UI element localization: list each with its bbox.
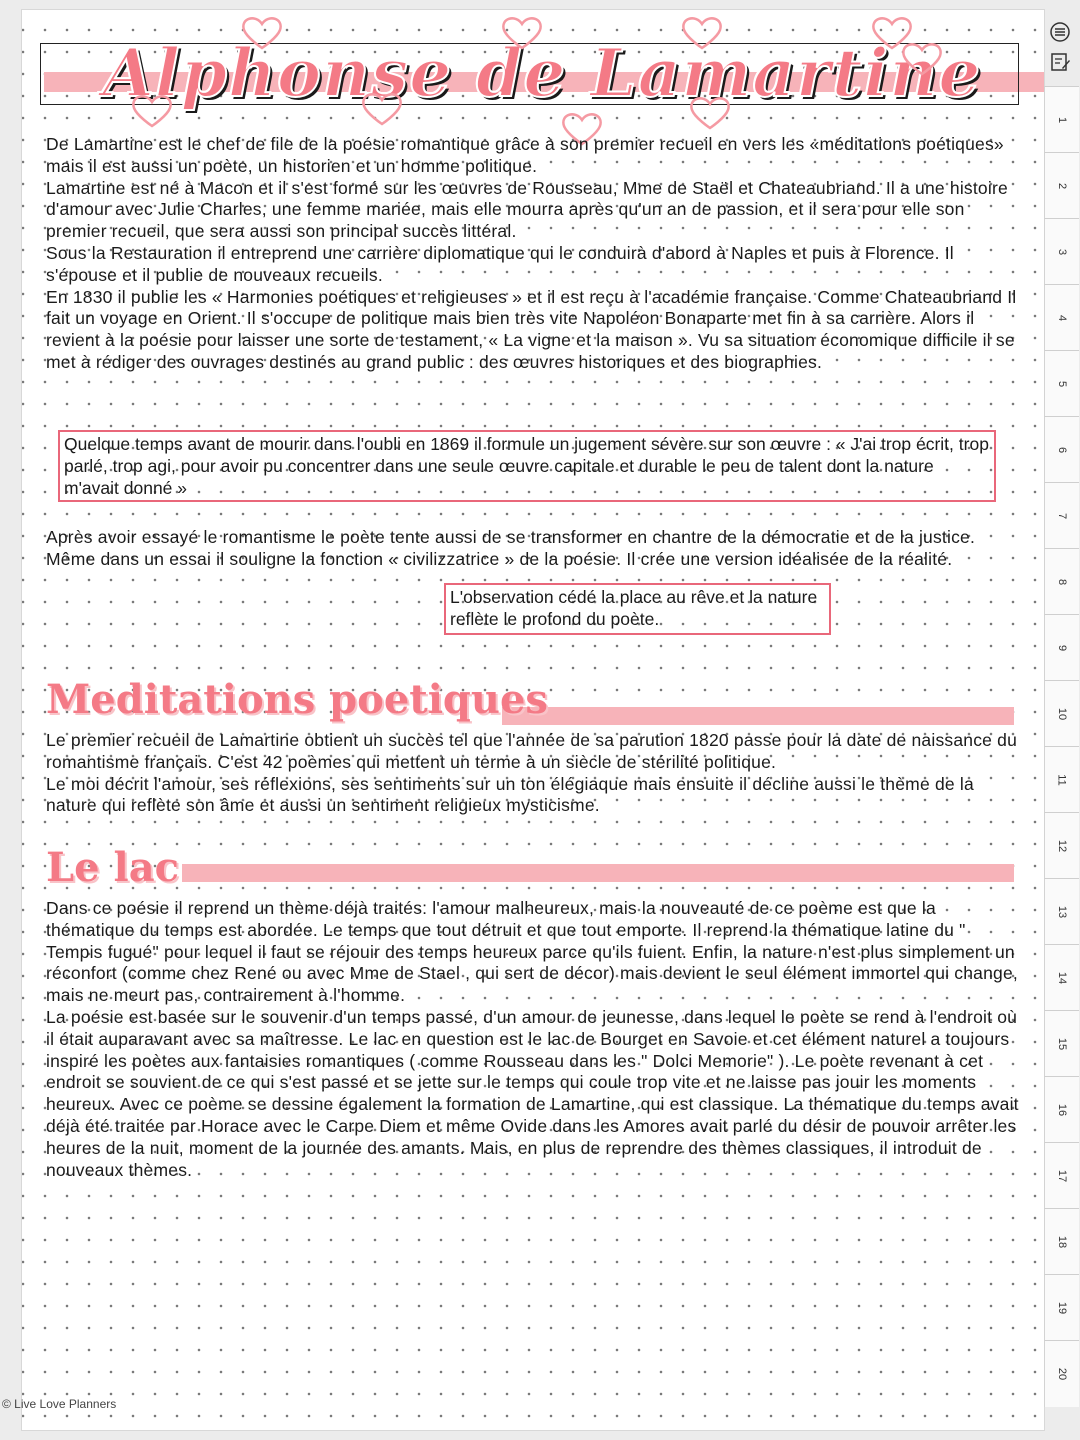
tab-9[interactable]: 9 bbox=[1044, 614, 1079, 681]
tab-7[interactable]: 7 bbox=[1044, 482, 1079, 549]
lac-text bbox=[46, 898, 1021, 1181]
tab-1[interactable]: 1 bbox=[1044, 86, 1079, 153]
meditations-paragraph: Le moi décrit l'amour, ses réflexions, ses sentiments sur un ton élégiaque mais ensuite il décline aussi le thème de la nature qui reflète son âme et aussi un sentiment religieux mysticisme. bbox=[46, 773, 974, 816]
tab-8[interactable]: 8 bbox=[1044, 548, 1079, 615]
tab-17[interactable]: 17 bbox=[1044, 1142, 1079, 1209]
page-tabs bbox=[1044, 10, 1080, 1430]
section-heading-lac: Le lac bbox=[46, 844, 179, 891]
tab-15[interactable]: 15 bbox=[1044, 1010, 1079, 1077]
tab-20[interactable]: 20 bbox=[1044, 1340, 1079, 1407]
tab-18[interactable]: 18 bbox=[1044, 1208, 1079, 1275]
meditations-paragraph: Le premier recueil de Lamartine obtient un succès tel que l'année de sa parution 1820 passe pour la date de naissance du romantisme français. C'est 42 poèmes qui mettent un terme à un siècle de stérilité politique. bbox=[46, 730, 1018, 772]
intro-paragraph: Sous la Restauration il entreprend une carrière diplomatique qui le conduirà d'abord à Naples et puis à Florence. Il s'épouse et il publie de nouveaux recueils. bbox=[46, 242, 954, 285]
meditations-text bbox=[46, 730, 1021, 817]
tab-16[interactable]: 16 bbox=[1044, 1076, 1079, 1143]
lac-paragraph: Dans ce poésie il reprend un thème déjà traités: l'amour malheureux, mais la nouveauté de ce poème est que la thématique du temps est abordée. Le temps que tout détruit et que tout emporte. Il reprend la thématique latine du " Tempis fugué" pour lequel il faut se réjouir des temps heureux parce qu'ils fuient. Enfin, la nature n'est plus simplement un réconfort (comme chez René ou avec Mme de Stael , qui sert de décor) mais devient le seul élément immortel qui change, mais ne meurt pas, contrairement à l'homme. bbox=[46, 898, 1018, 1006]
lac-paragraph: La poésie est basée sur le souvenir d'un temps passé, d'un amour de jeunesse, dans lequel le poète se rend à l'endroit où il était auparavant avec sa maîtresse. Le lac en question est le lac de Bourget en Savoie et cet élément naturel a toujours inspiré les poètes aux fantaisies romantiques ( comme Rousseau dans les " Dolci Memorie" ). Le poète revenant à cet endroit se souvient de ce qui s'est passé et se jette sur le temps qui coule trop vite et ne laisse pas jouir les moments heureux. Avec ce poème se dessine également la formation de Lamartine, qui est classique. La thématique du temps avait déjà été traitée par Horace avec le Carpe Diem et même Ovide dans les Amores avait parlé du désir de pouvoir arrêter les heures de la nuit, moment de la journée des amants. Mais, en plus de reprendre des thèmes classiques, il introduit de nouveaux thèmes. bbox=[46, 1006, 1019, 1180]
tab-3[interactable]: 3 bbox=[1044, 218, 1079, 285]
notebook-page bbox=[22, 10, 1044, 1430]
page-title: Alphonse de Lamartine bbox=[102, 34, 982, 112]
heading-band bbox=[182, 864, 1014, 882]
boxed-note: L'observation cédé la place au rêve et la nature reflète le profond du poète. bbox=[444, 583, 831, 635]
after-quote-text: Après avoir essayé le romantisme le poète tente aussi de se transformer en chantre de la démocratie et de la justice. Même dans un essai il souligne la fonction « civilizzatrice » de la poésie. Il crée une version idéalisée de la réalité. bbox=[46, 527, 976, 569]
tab-5[interactable]: 5 bbox=[1044, 350, 1079, 417]
tab-13[interactable]: 13 bbox=[1044, 878, 1079, 945]
tab-19[interactable]: 19 bbox=[1044, 1274, 1079, 1341]
tab-2[interactable]: 2 bbox=[1044, 152, 1079, 219]
intro-paragraph: Lamartine est né à Macon et il s'est formé sur les œuvres de Rousseau, Mme de Staël et Chateaubriand. Il a une histoire d'amour avec Julie Charles, une femme mariée, mais elle mourra après qu'un an de passion, et il sera pour elle son premier recueil, que sera aussi son principal succès littéral. bbox=[46, 177, 1008, 242]
intro-text bbox=[46, 134, 1021, 374]
section-heading-meditations: Meditations poetiques bbox=[46, 676, 548, 723]
intro-paragraph: En 1830 il publie les « Harmonies poétiques et religieuses » et il est reçu à l'académie française. Comme Chateaubriand Il fait un voyage en Orient. Il s'occupe de politique mais bien très vite Napoléon Bonaparte met fin à sa carrière. Alors il revient à la poésie pour laisser une sorte de testament, « La vigne et la maison ». Vu sa situation économique difficile il se met à rédiger des ouvrages destinés au grand public : des œuvres historiques et des biographies. bbox=[46, 286, 1017, 372]
intro-paragraph: De Lamartine est le chef de file de la poésie romantique grâce à son premier recueil en vers les «méditations poétiques» mais il est aussi un poète, un historien et un homme politique. bbox=[46, 134, 1004, 176]
tab-11[interactable]: 11 bbox=[1044, 746, 1079, 813]
tab-10[interactable]: 10 bbox=[1044, 680, 1079, 747]
tab-14[interactable]: 14 bbox=[1044, 944, 1079, 1011]
tab-12[interactable]: 12 bbox=[1044, 812, 1079, 879]
copyright-text: © Live Love Planners bbox=[2, 1397, 117, 1411]
heading-band bbox=[502, 707, 1014, 725]
quote-box: Quelque temps avant de mourir dans l'oubli en 1869 il formule un jugement sévère sur son œuvre : « J'ai trop écrit, trop parlé, trop agi, pour avoir pu concentrer dans une seule œuvre capitale et durable le peu de talent dont la nature m'avait donné » bbox=[58, 430, 996, 502]
tab-6[interactable]: 6 bbox=[1044, 416, 1079, 483]
tab-4[interactable]: 4 bbox=[1044, 284, 1079, 351]
